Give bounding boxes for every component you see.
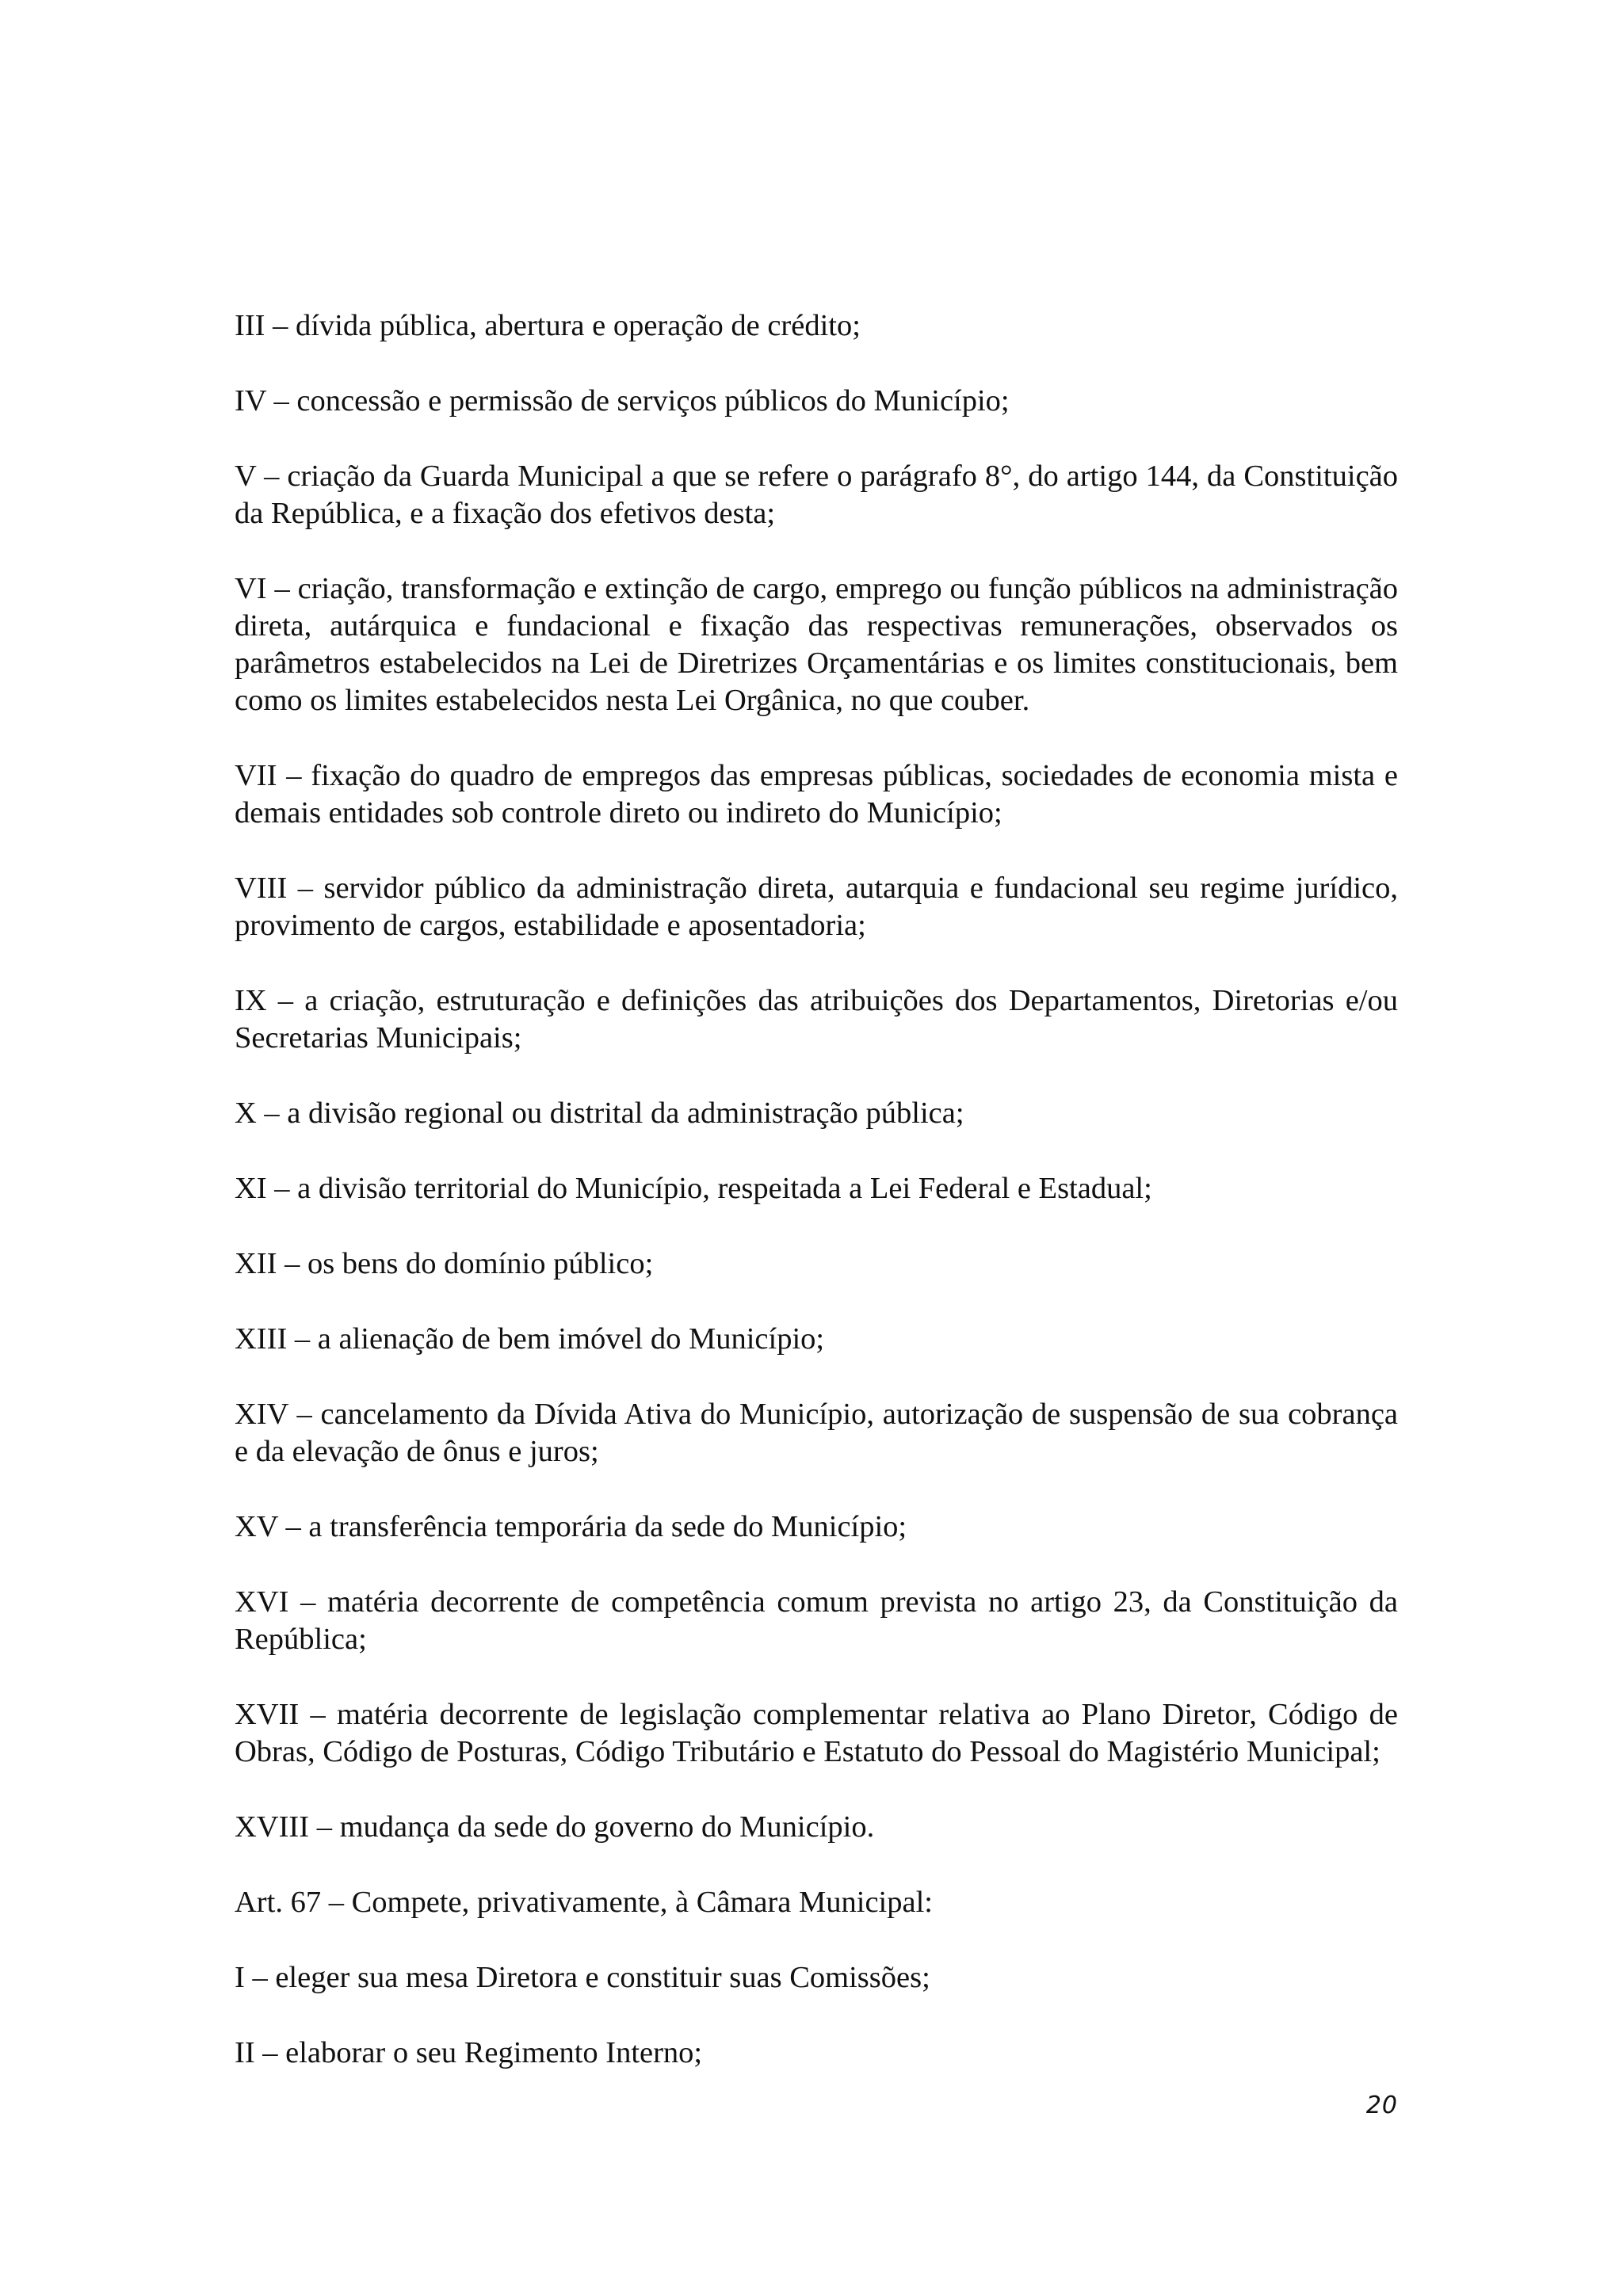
page-number: 20 [1365,2092,1398,2119]
paragraph-item-xviii: XVIII – mudança da sede do governo do Município. [235,1810,875,1844]
paragraph-item-vi: VI – criação, transformação e extinção de cargo, emprego ou função públicos na administração direta, autárquica e fundacional e fixação das respectivas remunerações, observados os parâmetros estabelecidos na Lei de Diretrizes Orçamentárias e os limites constitucionais, bem como os limites estabelecidos nesta Lei Orgânica, no que couber. [235,572,1398,717]
paragraph-item-xvi: XVI – matéria decorrente de competência comum prevista no artigo 23, da Constituição da República; [235,1585,1398,1656]
paragraph-item-ii: II – elaborar o seu Regimento Interno; [235,2036,703,2069]
paragraph-item-iii: III – dívida pública, abertura e operação de crédito; [235,309,861,342]
paragraph-item-vii: VII – fixação do quadro de empregos das empresas públicas, sociedades de economia mista e demais entidades sob controle direto ou indireto do Município; [235,759,1398,830]
paragraph-item-xiv: XIV – cancelamento da Dívida Ativa do Município, autorização de suspensão de sua cobrança e da elevação de ônus e juros; [235,1398,1398,1468]
paragraph-item-iv: IV – concessão e permissão de serviços públicos do Município; [235,384,1010,418]
paragraph-article-67: Art. 67 – Compete, privativamente, à Câmara Municipal: [235,1886,933,1919]
paragraph-item-xvii: XVII – matéria decorrente de legislação complementar relativa ao Plano Diretor, Código de Obras, Código de Posturas, Código Tributário e Estatuto do Pessoal do Magistério Municipal; [235,1698,1398,1768]
paragraph-item-ix: IX – a criação, estruturação e definições das atribuições dos Departamentos, Diretorias e/ou Secretarias Municipais; [235,984,1398,1055]
paragraph-item-v: V – criação da Guarda Municipal a que se refere o parágrafo 8°, do artigo 144, da Constituição da República, e a fixação dos efetivos desta; [235,460,1398,530]
paragraph-item-x: X – a divisão regional ou distrital da administração pública; [235,1097,964,1130]
paragraph-item-xv: XV – a transferência temporária da sede do Município; [235,1510,907,1543]
paragraph-item-viii: VIII – servidor público da administração direta, autarquia e fundacional seu regime jurídico, provimento de cargos, estabilidade e aposentadoria; [235,871,1398,942]
document-body [235,307,1398,2110]
paragraph-item-xii: XII – os bens do domínio público; [235,1247,654,1280]
paragraph-item-xi: XI – a divisão territorial do Município, respeitada a Lei Federal e Estadual; [235,1172,1152,1205]
paragraph-item-xiii: XIII – a alienação de bem imóvel do Município; [235,1322,825,1356]
paragraph-item-i: I – eleger sua mesa Diretora e constituir suas Comissões; [235,1961,930,1994]
